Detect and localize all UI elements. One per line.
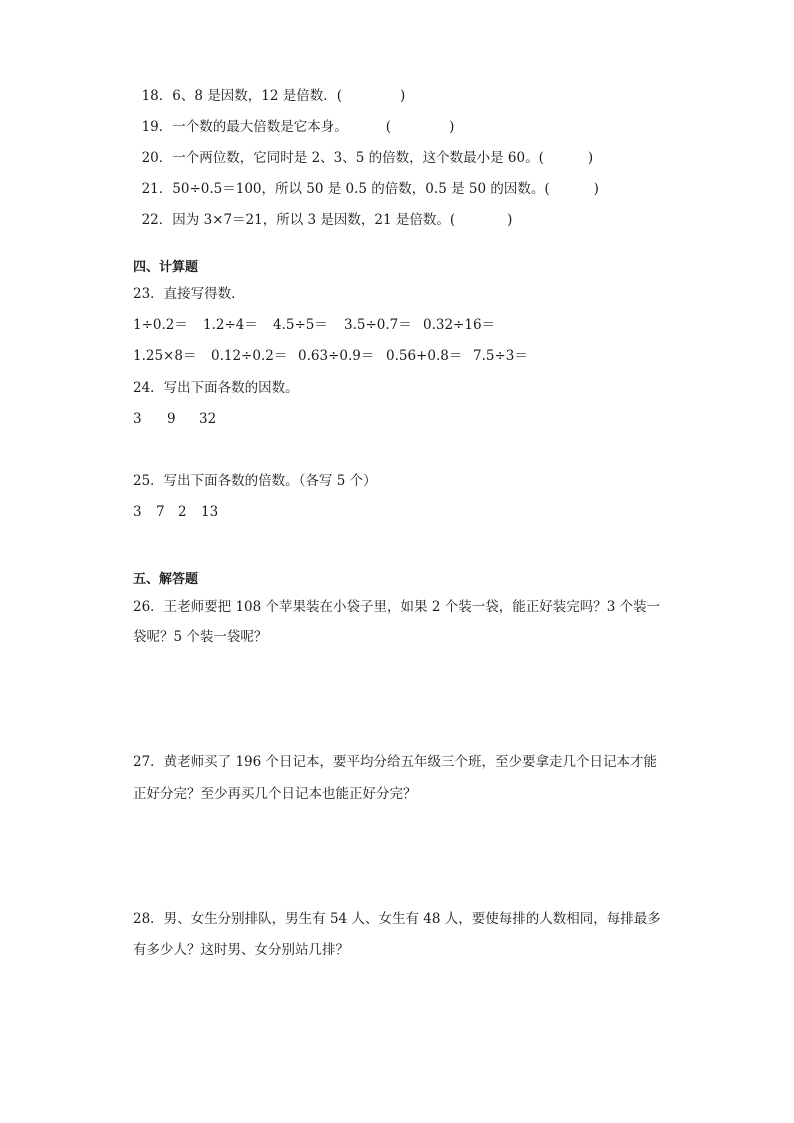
- calc-item: 1÷0.2＝: [133, 317, 188, 333]
- calc-item: 1.2÷4＝: [203, 317, 258, 333]
- answer-bracket-close: ): [449, 119, 455, 135]
- question-22-text: 22．因为 3×7＝21，所以 3 是因数，21 是倍数。(: [141, 212, 456, 228]
- number-item: 7: [156, 504, 165, 520]
- calc-item: 4.5÷5＝: [273, 317, 328, 333]
- question-23: 23．直接写得数．: [133, 286, 245, 302]
- section-heading-solve: 五、解答题: [133, 572, 199, 587]
- number-item: 32: [199, 411, 217, 427]
- calc-item: 3.5÷0.7＝: [344, 317, 412, 333]
- multiple-numbers: [133, 502, 219, 522]
- question-27-line-1: 27．黄老师买了 196 个日记本，要平均分给五年级三个班，至少要拿走几个日记本才能: [133, 754, 658, 770]
- answer-bracket-open: (: [385, 119, 392, 135]
- calc-item: 0.63÷0.9＝: [298, 348, 375, 364]
- answer-bracket-close: ): [507, 212, 513, 228]
- calc-item: 0.32÷16＝: [423, 317, 496, 333]
- calc-item: 0.56+0.8＝: [386, 348, 463, 364]
- question-26-line-1: 26．王老师要把 108 个苹果装在小袋子里，如果 2 个装一袋，能正好装完吗？3 个装一: [133, 599, 661, 615]
- question-27-line-2: 正好分完？至少再买几个日记本也能正好分完？: [133, 786, 417, 802]
- factor-numbers: [133, 409, 217, 429]
- question-28-line-2: 有多少人？这时男、女分别站几排？: [133, 942, 349, 958]
- answer-bracket-close: ): [587, 150, 594, 166]
- number-item: 9: [167, 411, 176, 427]
- number-item: 3: [133, 411, 142, 427]
- question-18-text: 18．6、8 是因数，12 是倍数．(: [141, 88, 342, 104]
- question-21-text: 21．50÷0.5＝100，所以 50 是 0.5 的倍数，0.5 是 50 的因数。(: [141, 181, 550, 197]
- number-item: 13: [201, 504, 219, 520]
- question-19-text: 19．一个数的最大倍数是它本身。: [141, 119, 348, 135]
- question-28-line-1: 28．男、女生分别排队，男生有 54 人、女生有 48 人，要使每排的人数相同，每排最多: [133, 911, 661, 927]
- calc-item: 1.25×8＝: [133, 348, 197, 364]
- answer-bracket-close: ): [399, 88, 406, 104]
- calc-item: 7.5÷3＝: [473, 348, 528, 364]
- question-26-line-2: 袋呢？5 个装一袋呢？: [133, 629, 268, 645]
- question-24: 24．写出下面各数的因数。: [133, 380, 299, 396]
- question-22: [133, 190, 512, 230]
- number-item: 3: [133, 504, 142, 520]
- section-heading-calc: 四、计算题: [133, 260, 199, 275]
- calc-item: 0.12÷0.2＝: [211, 348, 288, 364]
- answer-bracket-close: ): [593, 181, 599, 197]
- question-20-text: 20．一个两位数，它同时是 2、3、5 的倍数，这个数最小是 60。(: [141, 150, 544, 166]
- calc-row-2: [133, 346, 528, 366]
- number-item: 2: [178, 504, 187, 520]
- calc-row-1: [133, 315, 496, 335]
- question-25: 25．写出下面各数的倍数。（各写 5 个）: [133, 473, 377, 489]
